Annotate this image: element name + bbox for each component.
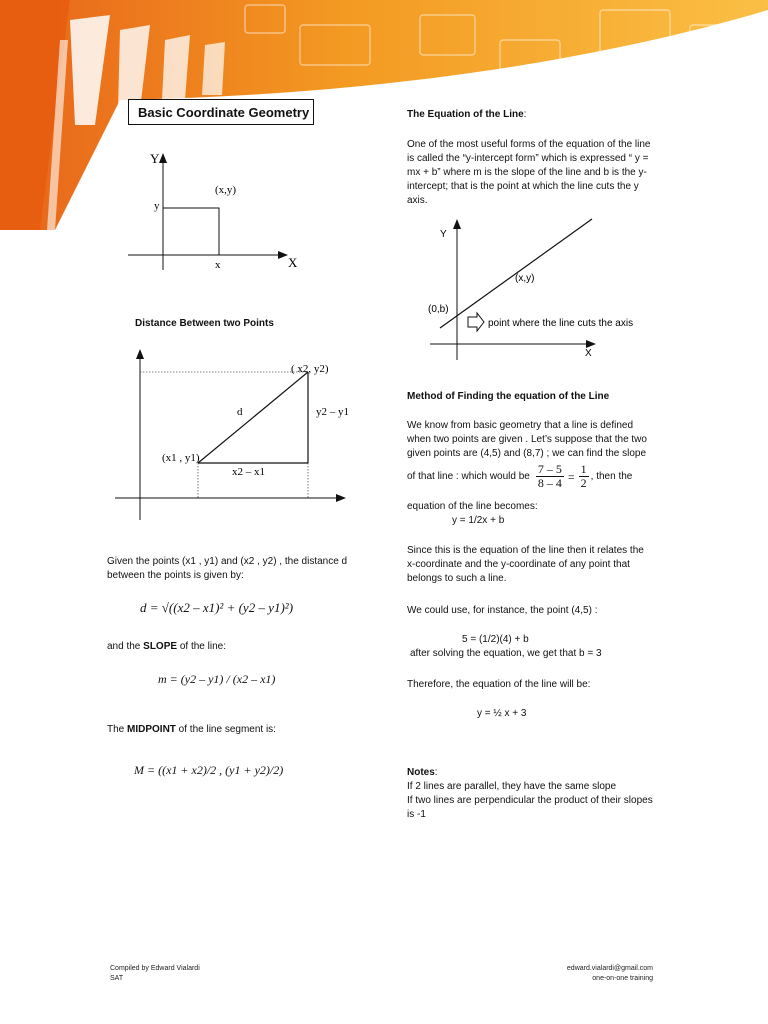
instance-text: We could use, for instance, the point (4,5) : <box>407 605 598 616</box>
becomes-text: equation of the line becomes: <box>407 501 538 512</box>
distance-formula: d = √((x2 – x1)² + (y2 – y1)²) <box>140 600 294 615</box>
page-title: Basic Coordinate Geometry <box>128 99 314 125</box>
point2-label: ( x2, y2) <box>291 363 329 375</box>
eq-point-label: (x,y) <box>515 273 535 284</box>
eq-y-axis-label: Y <box>440 229 447 240</box>
method-heading: Method of Finding the equation of the Line <box>407 391 610 402</box>
result-equation: y = 1/2x + b <box>452 515 505 526</box>
footer-left: Compiled by Edward Vialardi SAT <box>110 965 200 982</box>
arrow-right-icon <box>468 313 484 331</box>
footer-right: edward.vialardi@gmail.com one-on-one training <box>566 965 653 982</box>
given-text-1: Given the points (x1 , y1) and (x2 , y2) , the distance d <box>107 556 348 567</box>
y-tick-label: y <box>154 200 160 212</box>
notes-list <box>407 780 707 822</box>
equation-heading: The Equation of the Line: <box>407 109 527 120</box>
note-item: If two lines are perpendicular the product of their slopes <box>407 795 653 806</box>
distance-graph <box>110 345 360 525</box>
notes-heading: Notes: <box>407 767 438 778</box>
note-item: If 2 lines are parallel, they have the same slope <box>407 781 617 792</box>
final-equation: y = ½ x + 3 <box>477 708 527 719</box>
distance-label: d <box>237 406 243 418</box>
given-text-2: between the points is given by: <box>107 570 244 581</box>
arrow-note: point where the line cuts the axis <box>488 318 634 329</box>
slope-intro: and the SLOPE of the line: <box>107 641 226 652</box>
line-graph <box>420 215 650 365</box>
fraction-half: $\frac{1}{2}$ <box>580 462 587 490</box>
eq-x-axis-label: X <box>585 348 592 359</box>
point-label: (x,y) <box>215 184 237 196</box>
substitution-equation: 5 = (1/2)(4) + b <box>462 634 529 645</box>
method-paragraph: We know from basic geometry that a line is defined when two points are given . Let’s suppose that the two given points are (4,5) and (8,7) ; we can find the slope <box>407 420 647 459</box>
dy-label: y2 – y1 <box>316 406 349 418</box>
slope-word: SLOPE <box>143 641 178 652</box>
dx-label: x2 – x1 <box>232 466 265 478</box>
slope-formula: m = (y2 – y1) / (x2 – x1) <box>158 672 276 686</box>
since-paragraph: Since this is the equation of the line then it relates the x-coordinate and the y-coordinate of any point that belongs to such a line. <box>407 545 644 584</box>
solve-text: after solving the equation, we get that b = 3 <box>410 648 602 659</box>
y-axis-label: Y <box>150 151 160 166</box>
intercept-label: (0,b) <box>428 304 449 315</box>
midpoint-formula: M = ((x1 + x2)/2 , (y1 + y2)/2) <box>134 763 284 777</box>
x-tick-label: x <box>215 259 221 271</box>
midpoint-word: MIDPOINT <box>127 724 176 735</box>
midpoint-intro: The MIDPOINT of the line segment is: <box>107 724 276 735</box>
fraction-slope: $\frac{7 - 5}{8 - 4}$ <box>537 462 562 490</box>
coordinate-graph <box>120 145 320 275</box>
distance-heading: Distance Between two Points <box>135 318 274 329</box>
point1-label: (x1 , y1) <box>162 452 200 464</box>
x-axis-label: X <box>288 255 298 270</box>
therefore-text: Therefore, the equation of the line will be: <box>407 679 591 690</box>
slope-computation: of that line : which would be $\frac{7 - 5}{8 - 4}$ = $\frac{1}{2}$ , then the <box>407 462 633 490</box>
note-item: is -1 <box>407 809 426 820</box>
equation-paragraph: One of the most useful forms of the equation of the line is called the “y-intercept form” which is expressed “ y = mx + b” where m is the slope of the line and b is the y- intercept; that is the point at which the line cuts the y axis. <box>407 139 651 206</box>
